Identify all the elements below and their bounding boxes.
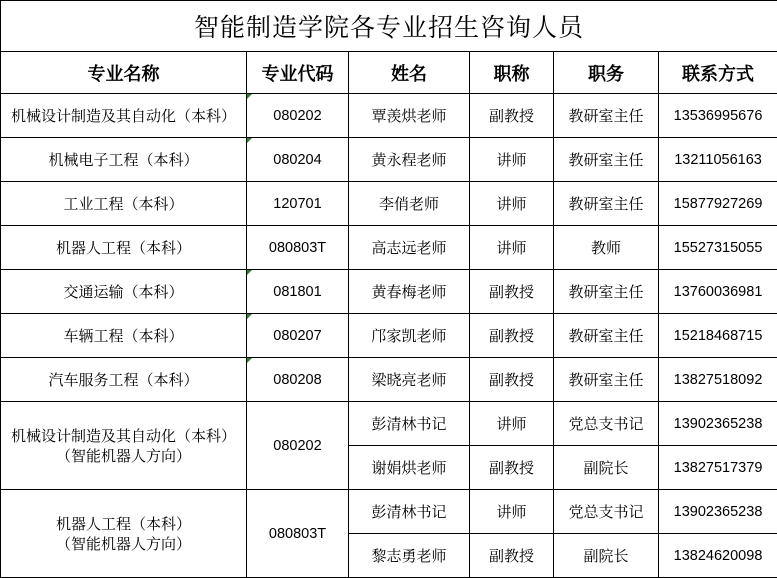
rank-cell: 副教授 xyxy=(470,94,554,138)
table-row xyxy=(1,270,777,314)
rank-cell: 副教授 xyxy=(470,446,554,490)
phone-cell: 15877927269 xyxy=(659,182,777,226)
major-cell: 汽车服务工程（本科） xyxy=(1,358,247,402)
name-cell: 李俏老师 xyxy=(349,182,470,226)
rank-cell: 讲师 xyxy=(470,490,554,534)
rank-cell: 副教授 xyxy=(470,534,554,578)
phone-cell: 13760036981 xyxy=(659,270,777,314)
phone-cell: 13902365238 xyxy=(659,402,777,446)
name-cell: 彭清林书记 xyxy=(349,402,470,446)
code-cell: 081801 xyxy=(247,270,349,314)
position-cell: 教研室主任 xyxy=(554,358,659,402)
phone-cell: 13824620098 xyxy=(659,534,777,578)
position-cell: 副院长 xyxy=(554,446,659,490)
code-cell: 080803T xyxy=(247,490,349,578)
header-contact: 联系方式 xyxy=(659,52,777,94)
major-cell: 机械设计制造及其自动化（本科） xyxy=(1,94,247,138)
table-row xyxy=(1,314,777,358)
position-cell: 党总支书记 xyxy=(554,490,659,534)
code-cell: 080803T xyxy=(247,226,349,270)
rank-cell: 讲师 xyxy=(470,402,554,446)
position-cell: 副院长 xyxy=(554,534,659,578)
name-cell: 黎志勇老师 xyxy=(349,534,470,578)
major-line2: （智能机器人方向） xyxy=(55,534,191,553)
rank-cell: 副教授 xyxy=(470,358,554,402)
major-line1: 机械设计制造及其自动化（本科） xyxy=(10,426,236,445)
header-position: 职务 xyxy=(554,52,659,94)
phone-cell: 13827518092 xyxy=(659,358,777,402)
code-cell: 080208 xyxy=(247,358,349,402)
header-row xyxy=(1,52,777,94)
table-row xyxy=(1,138,777,182)
header-rank: 职称 xyxy=(470,52,554,94)
header-code: 专业代码 xyxy=(247,52,349,94)
major-line2: （智能机器人方向） xyxy=(55,446,191,465)
code-cell: 120701 xyxy=(247,182,349,226)
name-cell: 高志远老师 xyxy=(349,226,470,270)
table-row xyxy=(1,490,777,534)
position-cell: 教研室主任 xyxy=(554,314,659,358)
rank-cell: 讲师 xyxy=(470,226,554,270)
name-cell: 梁晓亮老师 xyxy=(349,358,470,402)
position-cell: 教研室主任 xyxy=(554,138,659,182)
header-name: 姓名 xyxy=(349,52,470,94)
position-cell: 教研室主任 xyxy=(554,182,659,226)
major-cell xyxy=(1,490,247,578)
table-title: 智能制造学院各专业招生咨询人员 xyxy=(1,1,777,52)
major-cell: 机器人工程（本科） xyxy=(1,226,247,270)
code-cell: 080207 xyxy=(247,314,349,358)
rank-cell: 讲师 xyxy=(470,182,554,226)
major-cell: 交通运输（本科） xyxy=(1,270,247,314)
table-row xyxy=(1,94,777,138)
major-cell xyxy=(1,402,247,490)
phone-cell: 13536995676 xyxy=(659,94,777,138)
name-cell: 邝家凯老师 xyxy=(349,314,470,358)
code-cell: 080204 xyxy=(247,138,349,182)
header-major: 专业名称 xyxy=(1,52,247,94)
rank-cell: 副教授 xyxy=(470,270,554,314)
phone-cell: 15218468715 xyxy=(659,314,777,358)
phone-cell: 13902365238 xyxy=(659,490,777,534)
code-cell: 080202 xyxy=(247,94,349,138)
table-row xyxy=(1,182,777,226)
position-cell: 教研室主任 xyxy=(554,270,659,314)
phone-cell: 15527315055 xyxy=(659,226,777,270)
rank-cell: 讲师 xyxy=(470,138,554,182)
code-cell: 080202 xyxy=(247,402,349,490)
major-line1: 机器人工程（本科） xyxy=(55,514,191,533)
name-cell: 彭清林书记 xyxy=(349,490,470,534)
name-cell: 黄春梅老师 xyxy=(349,270,470,314)
major-cell: 工业工程（本科） xyxy=(1,182,247,226)
table-row xyxy=(1,402,777,446)
name-cell: 谢娟烘老师 xyxy=(349,446,470,490)
phone-cell: 13827517379 xyxy=(659,446,777,490)
name-cell: 覃羡烘老师 xyxy=(349,94,470,138)
position-cell: 教研室主任 xyxy=(554,94,659,138)
position-cell: 党总支书记 xyxy=(554,402,659,446)
major-cell: 机械电子工程（本科） xyxy=(1,138,247,182)
name-cell: 黄永程老师 xyxy=(349,138,470,182)
position-cell: 教师 xyxy=(554,226,659,270)
phone-cell: 13211056163 xyxy=(659,138,777,182)
major-cell: 车辆工程（本科） xyxy=(1,314,247,358)
table-row xyxy=(1,358,777,402)
rank-cell: 副教授 xyxy=(470,314,554,358)
table-row xyxy=(1,226,777,270)
